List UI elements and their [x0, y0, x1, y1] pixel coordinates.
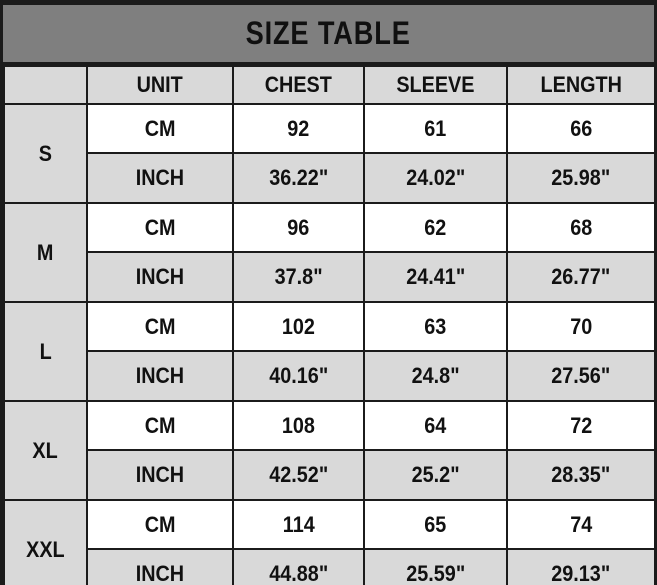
unit-cm-label: CM	[144, 412, 176, 438]
table-row	[4, 351, 655, 401]
value-text: 26.77"	[551, 264, 611, 289]
value-cell	[364, 401, 507, 450]
value-cell	[233, 302, 364, 351]
unit-cm-label: CM	[144, 214, 176, 240]
table-row	[4, 401, 655, 450]
table-row	[4, 104, 655, 153]
value-text: 92	[287, 115, 310, 141]
value-cell	[507, 450, 655, 500]
col-header-chest-label: CHEST	[264, 72, 333, 97]
value-text: 29.13"	[551, 561, 611, 585]
unit-inch-label: INCH	[135, 264, 185, 289]
size-label-text: S	[38, 140, 53, 166]
unit-cell	[87, 252, 233, 302]
value-cell	[233, 401, 364, 450]
value-text: 24.02"	[406, 165, 465, 190]
size-label	[4, 500, 87, 585]
value-cell	[233, 450, 364, 500]
table-row	[4, 450, 655, 500]
value-cell	[233, 153, 364, 203]
col-header-unit	[87, 66, 233, 104]
value-cell	[233, 203, 364, 252]
value-text: 63	[424, 313, 447, 339]
value-text: 64	[424, 412, 447, 438]
value-text: 27.56"	[551, 363, 611, 388]
size-table	[3, 65, 656, 585]
unit-cell	[87, 401, 233, 450]
unit-cell	[87, 500, 233, 549]
diagonal-cell	[4, 66, 87, 104]
value-text: 24.41"	[406, 264, 465, 289]
value-text: 61	[424, 115, 447, 141]
value-text: 37.8"	[274, 264, 323, 289]
value-cell	[507, 302, 655, 351]
value-cell	[507, 401, 655, 450]
size-label	[4, 302, 87, 401]
table-row	[4, 500, 655, 549]
value-text: 28.35"	[551, 462, 611, 487]
unit-cell	[87, 549, 233, 585]
value-text: 42.52"	[269, 462, 328, 487]
value-text: 25.98"	[551, 165, 611, 190]
col-header-sleeve	[364, 66, 507, 104]
value-text: 25.2"	[411, 462, 460, 487]
unit-inch-label: INCH	[135, 462, 185, 487]
value-text: 65	[424, 511, 447, 537]
value-cell	[507, 153, 655, 203]
size-label	[4, 401, 87, 500]
value-cell	[364, 450, 507, 500]
value-cell	[233, 104, 364, 153]
col-header-chest	[233, 66, 364, 104]
value-cell	[364, 500, 507, 549]
col-header-length-label: LENGTH	[540, 72, 622, 97]
unit-inch-label: INCH	[135, 165, 185, 190]
unit-inch-label: INCH	[135, 561, 185, 585]
value-text: 66	[569, 115, 593, 141]
value-cell	[507, 500, 655, 549]
value-cell	[364, 203, 507, 252]
value-cell	[364, 252, 507, 302]
value-cell	[364, 351, 507, 401]
value-cell	[233, 500, 364, 549]
col-header-unit-label: UNIT	[136, 72, 184, 97]
size-label-text: XL	[32, 437, 59, 463]
unit-inch-label: INCH	[135, 363, 185, 388]
value-text: 40.16"	[269, 363, 328, 388]
value-cell	[507, 252, 655, 302]
unit-cell	[87, 302, 233, 351]
value-text: 96	[287, 214, 310, 240]
value-text: 62	[424, 214, 447, 240]
unit-cell	[87, 450, 233, 500]
table-row	[4, 549, 655, 585]
value-cell	[364, 549, 507, 585]
col-header-sleeve-label: SLEEVE	[396, 72, 475, 97]
size-label-text: XXL	[26, 536, 65, 562]
unit-cm-label: CM	[144, 115, 176, 141]
page-title: SIZE TABLE	[245, 15, 412, 51]
value-cell	[507, 351, 655, 401]
title-bar	[3, 5, 654, 65]
size-label-text: M	[37, 239, 54, 265]
table-row	[4, 302, 655, 351]
value-cell	[233, 549, 364, 585]
value-text: 114	[282, 511, 315, 537]
unit-cell	[87, 104, 233, 153]
value-text: 74	[569, 511, 593, 537]
value-cell	[507, 104, 655, 153]
value-text: 24.8"	[411, 363, 460, 388]
size-label	[4, 203, 87, 302]
unit-cm-label: CM	[144, 313, 176, 339]
unit-cell	[87, 203, 233, 252]
table-row	[4, 203, 655, 252]
value-text: 36.22"	[269, 165, 328, 190]
value-text: 72	[569, 412, 593, 438]
value-text: 44.88"	[269, 561, 328, 585]
table-row	[4, 153, 655, 203]
col-header-length	[507, 66, 655, 104]
value-cell	[364, 153, 507, 203]
value-text: 68	[569, 214, 593, 240]
value-cell	[364, 104, 507, 153]
unit-cm-label: CM	[144, 511, 176, 537]
value-text: 102	[281, 313, 316, 339]
header-row	[4, 66, 655, 104]
value-cell	[364, 302, 507, 351]
value-cell	[507, 203, 655, 252]
size-label	[4, 104, 87, 203]
unit-cell	[87, 153, 233, 203]
value-text: 25.59"	[406, 561, 465, 585]
value-text: 70	[569, 313, 593, 339]
value-cell	[507, 549, 655, 585]
unit-cell	[87, 351, 233, 401]
value-cell	[233, 351, 364, 401]
value-text: 108	[281, 412, 316, 438]
value-cell	[233, 252, 364, 302]
table-row	[4, 252, 655, 302]
size-label-text: L	[39, 338, 52, 364]
